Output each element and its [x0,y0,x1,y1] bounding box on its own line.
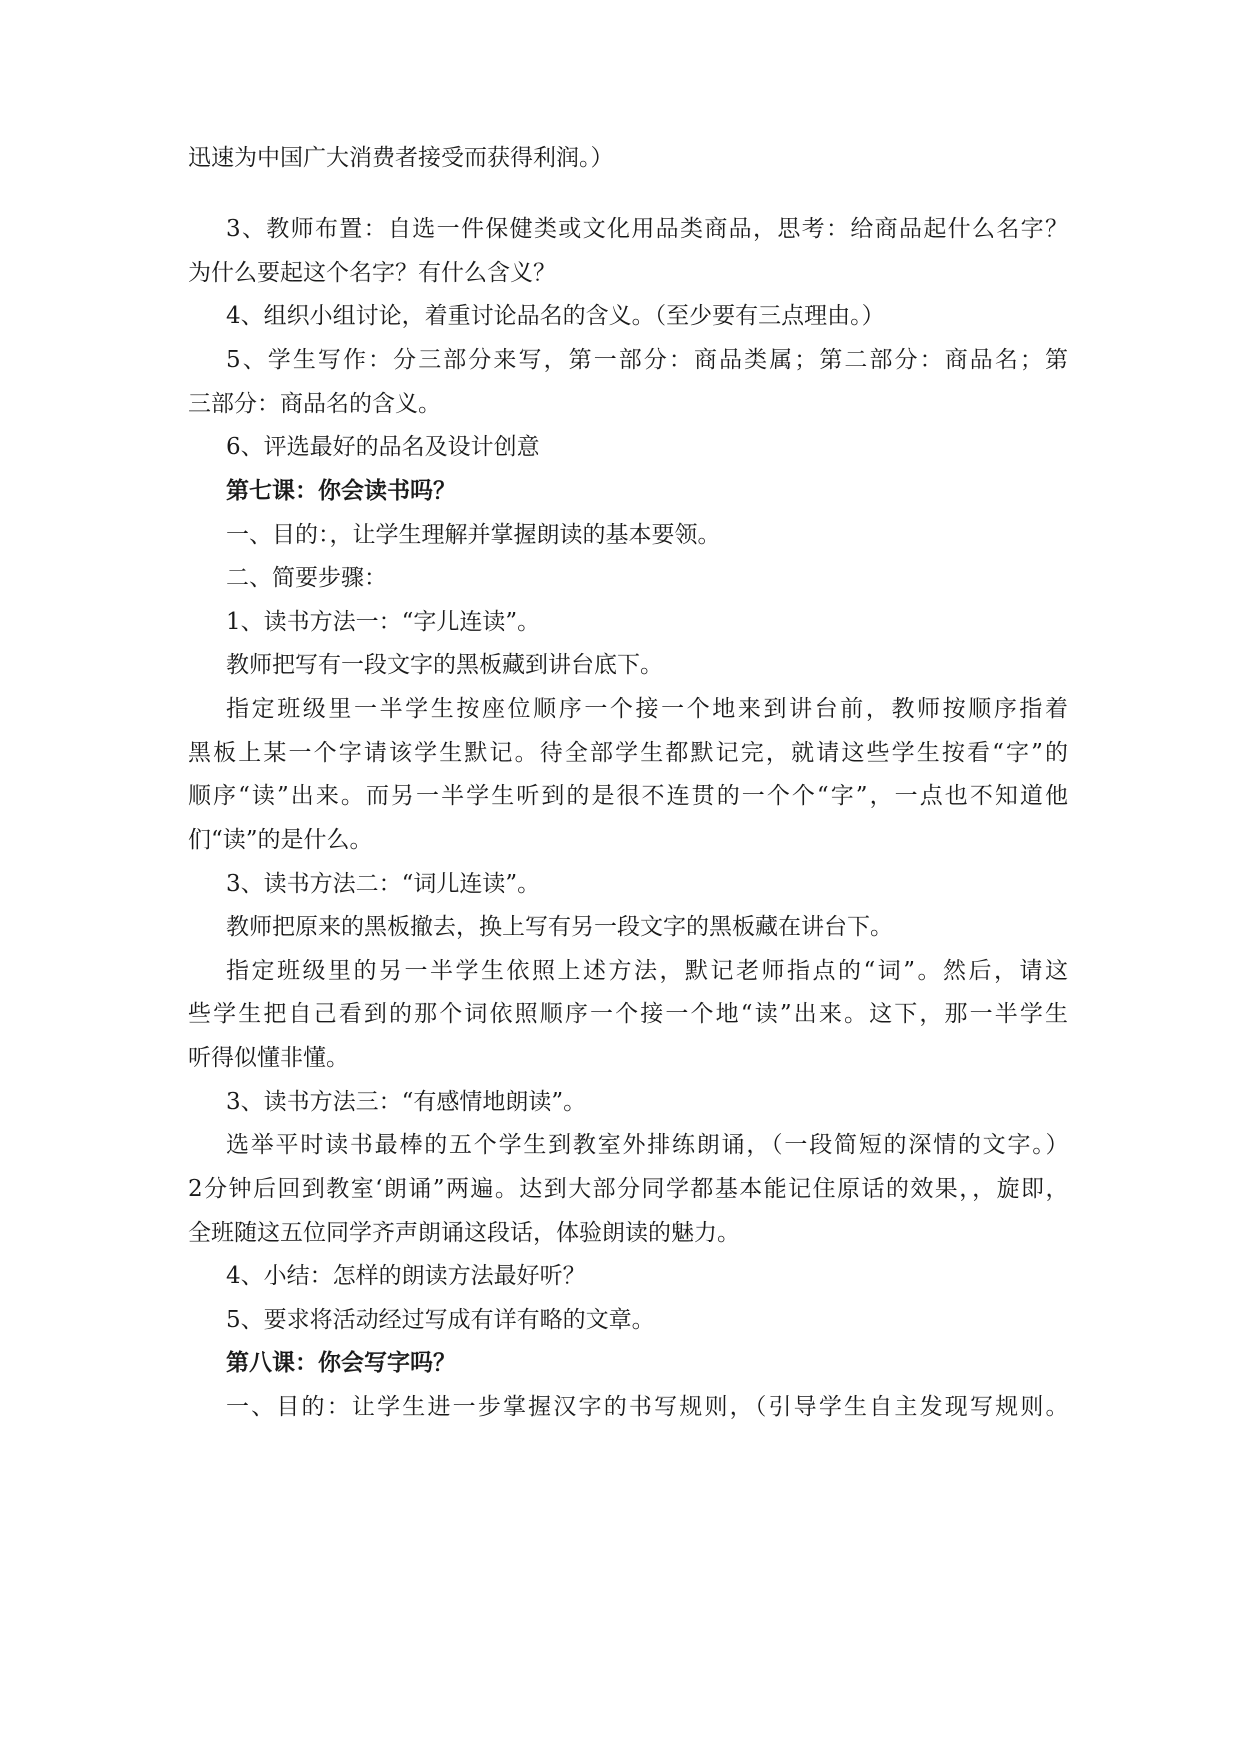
paragraph-line: 听得似懂非懂。 [188,1045,349,1071]
paragraph-line: 指定班级里的另一半学生依照上述方法，默记老师指点的“词”。然后，请这 [226,958,1068,984]
paragraph-line: 3、教师布置：自选一件保健类或文化用品类商品，思考：给商品起什么名字？ [226,216,1068,242]
paragraph-line: 一、目的：让学生进一步掌握汉字的书写规则，（引导学生自主发现写规则。 [226,1394,1068,1420]
paragraph-line: 三部分：商品名的含义。 [188,391,441,417]
paragraph-line: 二、简要步骤： [226,565,387,591]
lesson-heading: 第八课：你会写字吗？ [226,1350,456,1376]
paragraph-line: 些学生把自己看到的那个词依照顺序一个接一个地“读”出来。这下，那一半学生 [188,1001,1068,1027]
paragraph-line: 选举平时读书最棒的五个学生到教室外排练朗诵，（一段简短的深情的文字。） [226,1132,1068,1158]
paragraph-line: 们“读”的是什么。 [188,827,373,853]
paragraph-line: 4、小结：怎样的朗读方法最好听？ [226,1263,586,1289]
paragraph-line: 3、读书方法二：“词儿连读”。 [226,871,541,897]
paragraph-line: 2分钟后回到教室‘朗诵”两遍。达到大部分同学都基本能记住原话的效果，，旋即， [188,1176,1068,1202]
paragraph-line: 教师把写有一段文字的黑板藏到讲台底下。 [226,652,663,678]
paragraph-line: 指定班级里一半学生按座位顺序一个接一个地来到讲台前，教师按顺序指着 [226,696,1068,722]
lesson-heading: 第七课：你会读书吗？ [226,478,456,504]
paragraph-line: 全班随这五位同学齐声朗诵这段话，体验朗读的魅力。 [188,1220,740,1246]
paragraph-line: 顺序“读”出来。而另一半学生听到的是很不连贯的一个个“字”，一点也不知道他 [188,783,1068,809]
paragraph-line: 4、组织小组讨论，着重讨论品名的含义。（至少要有三点理由。） [226,303,885,329]
paragraph-line: 1、读书方法一：“字儿连读”。 [226,609,541,635]
paragraph-line: 黑板上某一个字请该学生默记。待全部学生都默记完，就请这些学生按看“字”的 [188,740,1068,766]
paragraph-line: 一、目的：，让学生理解并掌握朗读的基本要领。 [226,522,721,548]
paragraph-line: 3、读书方法三：“有感情地朗读”。 [226,1089,587,1115]
paragraph-line: 教师把原来的黑板撤去，换上写有另一段文字的黑板藏在讲台下。 [226,914,893,940]
paragraph-line: 迅速为中国广大消费者接受而获得利润。） [188,145,614,171]
paragraph-line: 5、要求将活动经过写成有详有略的文章。 [226,1307,655,1333]
paragraph-line: 为什么要起这个名字？有什么含义？ [188,260,556,286]
paragraph-line: 6、评选最好的品名及设计创意 [226,434,540,460]
paragraph-line: 5、学生写作：分三部分来写，第一部分：商品类属；第二部分：商品名；第 [226,347,1068,373]
